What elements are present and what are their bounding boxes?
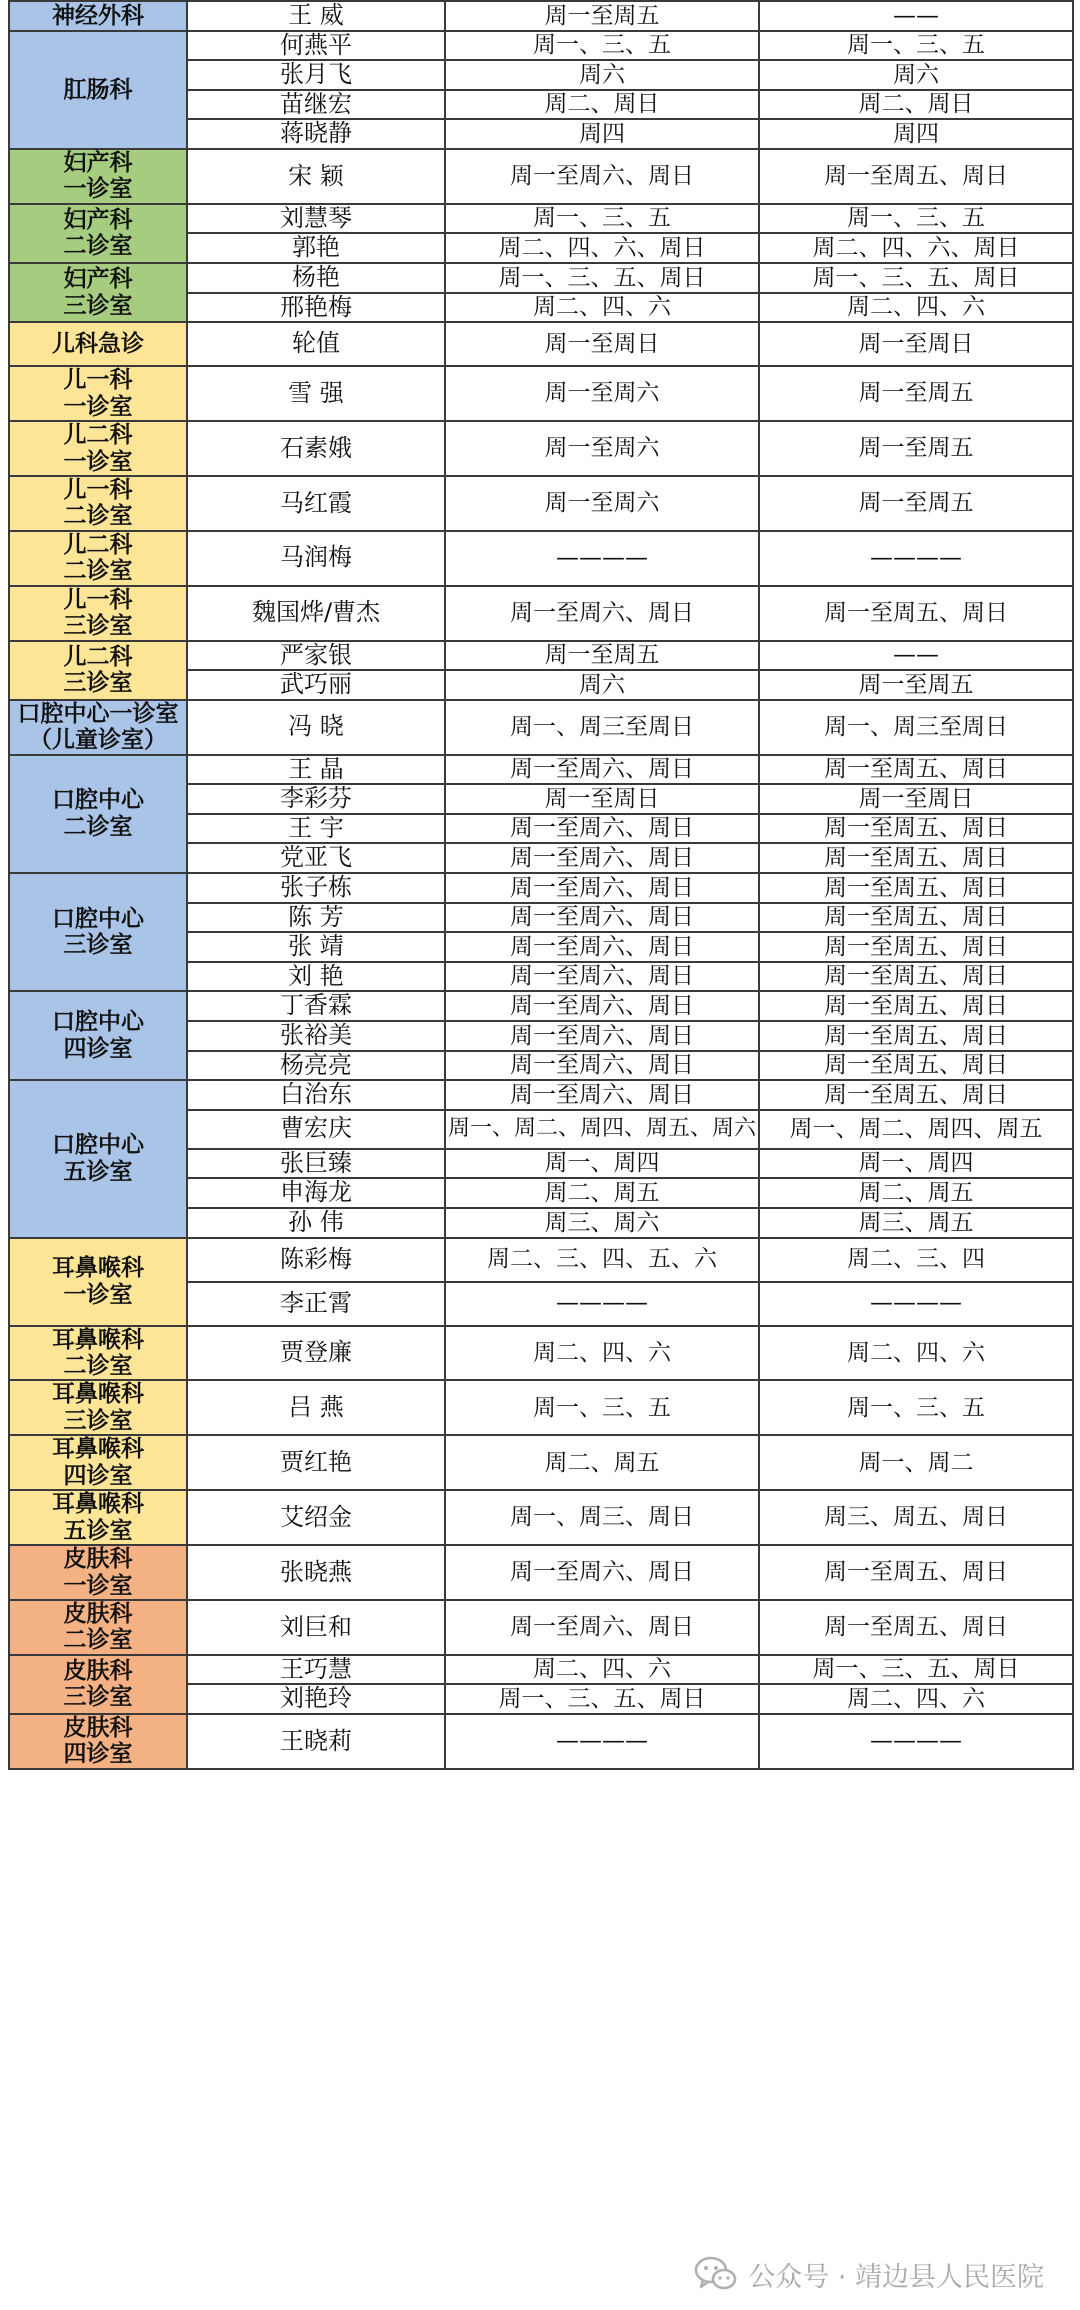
department-label: 口腔中心 (52, 905, 144, 932)
schedule-cell-b: 周一至周五、周日 (759, 1600, 1073, 1655)
doctor-name-cell: 李正霄 (187, 1282, 445, 1326)
schedule-cell-b: 周一、周二 (759, 1435, 1073, 1490)
department-label: 耳鼻喉科 (52, 1381, 144, 1408)
schedule-cell-b: 周一、周二、周四、周五 (759, 1110, 1073, 1149)
schedule-cell-a: 周一至周六、周日 (445, 873, 759, 903)
schedule-cell-a: 周二、周日 (445, 90, 759, 120)
schedule-cell-a: 周一至周五 (445, 641, 759, 671)
schedule-cell-a: ———— (445, 531, 759, 586)
department-label: 皮肤科 (63, 1715, 133, 1741)
doctor-name-cell: 陈彩梅 (187, 1238, 445, 1282)
department-label: 一诊室 (63, 1281, 133, 1308)
schedule-cell-a: 周一至周五 (445, 1, 759, 31)
schedule-cell-b: 周六 (759, 60, 1073, 90)
department-label: 儿二科 (63, 422, 133, 449)
doctor-name-cell: 孙 伟 (187, 1208, 445, 1238)
department-cell (9, 586, 187, 641)
doctor-name-cell: 刘 艳 (187, 962, 445, 992)
schedule-cell-b: 周二、四、六、周日 (759, 233, 1073, 263)
doctor-name-cell: 曹宏庆 (187, 1110, 445, 1149)
doctor-name-cell: 陈 芳 (187, 903, 445, 933)
schedule-cell-b: 周一、周四 (759, 1149, 1073, 1179)
department-label: 三诊室 (63, 1684, 133, 1711)
department-cell (9, 322, 187, 366)
doctor-name-cell: 魏国烨/曹杰 (187, 586, 445, 641)
schedule-cell-a: 周一至周六、周日 (445, 1051, 759, 1081)
schedule-cell-a: 周一、三、五、周日 (445, 1684, 759, 1714)
schedule-cell-a: 周一至周六、周日 (445, 903, 759, 933)
department-cell (9, 1380, 187, 1435)
doctor-name-cell: 武巧丽 (187, 670, 445, 700)
department-label: 肛肠科 (63, 76, 133, 103)
doctor-name-cell: 白治东 (187, 1080, 445, 1110)
schedule-cell-a: 周一至周六、周日 (445, 991, 759, 1021)
schedule-cell-a: 周一至周六、周日 (445, 932, 759, 962)
table-row (9, 586, 1073, 641)
department-label: 二诊室 (63, 503, 133, 530)
department-label: 妇产科 (63, 266, 133, 293)
watermark-text: 公众号 · 靖边县人民医院 (748, 2261, 1044, 2293)
table-row (9, 322, 1073, 366)
doctor-name-cell: 吕 燕 (187, 1380, 445, 1435)
department-label: 四诊室 (63, 1741, 133, 1768)
table-row (9, 421, 1073, 476)
schedule-cell-b: 周一至周五、周日 (759, 755, 1073, 785)
schedule-cell-a: 周一至周六、周日 (445, 1021, 759, 1051)
schedule-cell-a: 周一至周六 (445, 421, 759, 476)
schedule-cell-b: 周一至周五、周日 (759, 1051, 1073, 1081)
department-label: 儿一科 (63, 476, 133, 503)
schedule-cell-b: 周二、周日 (759, 90, 1073, 120)
schedule-cell-a: 周二、三、四、五、六 (445, 1238, 759, 1282)
doctor-name-cell: 刘巨和 (187, 1600, 445, 1655)
table-row (9, 641, 1073, 671)
department-label: 口腔中心 (52, 1132, 144, 1159)
schedule-cell-b: ———— (759, 531, 1073, 586)
doctor-name-cell: 王 宇 (187, 814, 445, 844)
doctor-name-cell: 石素娥 (187, 421, 445, 476)
doctor-name-cell: 张月飞 (187, 60, 445, 90)
doctor-name-cell: 杨艳 (187, 263, 445, 293)
schedule-cell-b: 周一、三、五 (759, 1380, 1073, 1435)
department-label: 三诊室 (63, 670, 133, 697)
schedule-cell-a: ———— (445, 1714, 759, 1769)
doctor-name-cell: 冯 晓 (187, 700, 445, 755)
department-label: 儿科急诊 (52, 331, 144, 357)
wechat-icon (694, 2255, 738, 2293)
schedule-cell-b: 周一至周五、周日 (759, 814, 1073, 844)
schedule-cell-b: 周一至周五、周日 (759, 843, 1073, 873)
schedule-cell-a: 周二、周五 (445, 1178, 759, 1208)
schedule-cell-b: 周三、周五、周日 (759, 1490, 1073, 1545)
department-label: 二诊室 (63, 813, 133, 840)
doctor-name-cell: 党亚飞 (187, 843, 445, 873)
department-label: 五诊室 (63, 1517, 133, 1544)
department-label: 妇产科 (63, 207, 133, 233)
department-label: 三诊室 (63, 932, 133, 959)
department-label: 妇产科 (63, 149, 133, 176)
doctor-name-cell: 雪 强 (187, 366, 445, 421)
schedule-cell-b: 周一至周日 (759, 322, 1073, 366)
department-cell (9, 263, 187, 322)
clinic-schedule-table (8, 0, 1074, 1770)
schedule-cell-a: 周一至周六、周日 (445, 814, 759, 844)
schedule-cell-b: 周一至周五、周日 (759, 932, 1073, 962)
schedule-cell-a: 周一、三、五 (445, 1380, 759, 1435)
doctor-name-cell: 马红霞 (187, 476, 445, 531)
department-cell (9, 1238, 187, 1326)
department-label: 儿二科 (63, 643, 133, 670)
schedule-cell-a: 周一、周三、周日 (445, 1490, 759, 1545)
department-label: 皮肤科 (63, 1546, 133, 1573)
table-row (9, 1545, 1073, 1600)
doctor-name-cell: 宋 颖 (187, 149, 445, 204)
doctor-name-cell: 张子栋 (187, 873, 445, 903)
doctor-name-cell: 申海龙 (187, 1178, 445, 1208)
schedule-cell-a: 周六 (445, 670, 759, 700)
schedule-cell-a: 周二、四、六 (445, 1326, 759, 1381)
table-row (9, 366, 1073, 421)
doctor-name-cell: 王 威 (187, 1, 445, 31)
schedule-cell-b: 周二、三、四 (759, 1238, 1073, 1282)
department-label: 一诊室 (63, 393, 133, 420)
table-row (9, 700, 1073, 755)
schedule-cell-a: 周四 (445, 119, 759, 149)
doctor-name-cell: 贾登廉 (187, 1326, 445, 1381)
department-cell (9, 1600, 187, 1655)
schedule-cell-b: 周一至周五、周日 (759, 1080, 1073, 1110)
schedule-cell-a: 周二、四、六 (445, 1655, 759, 1685)
department-cell (9, 366, 187, 421)
doctor-name-cell: 王 晶 (187, 755, 445, 785)
department-label: 三诊室 (63, 1407, 133, 1434)
schedule-cell-b: 周一至周五 (759, 670, 1073, 700)
department-label: 一诊室 (63, 176, 133, 203)
schedule-cell-b: 周二、周五 (759, 1178, 1073, 1208)
schedule-cell-b: 周二、四、六 (759, 1684, 1073, 1714)
department-cell (9, 204, 187, 263)
schedule-cell-b: 周一至周五、周日 (759, 873, 1073, 903)
table-row (9, 991, 1073, 1021)
table-row (9, 476, 1073, 531)
department-label: 一诊室 (63, 448, 133, 475)
table-row (9, 1600, 1073, 1655)
schedule-cell-b: 周一、三、五 (759, 204, 1073, 234)
department-label: 耳鼻喉科 (52, 1436, 144, 1463)
department-label: 四诊室 (63, 1462, 133, 1489)
schedule-cell-b: 周三、周五 (759, 1208, 1073, 1238)
department-cell (9, 1080, 187, 1237)
department-cell (9, 991, 187, 1080)
schedule-cell-b: 周一至周五、周日 (759, 962, 1073, 992)
schedule-cell-a: 周一、三、五 (445, 204, 759, 234)
table-row (9, 149, 1073, 204)
doctor-name-cell: 丁香霖 (187, 991, 445, 1021)
doctor-name-cell: 王巧慧 (187, 1655, 445, 1685)
doctor-name-cell: 张巨臻 (187, 1149, 445, 1179)
schedule-cell-a: 周一、周四 (445, 1149, 759, 1179)
department-label: 神经外科 (52, 2, 144, 29)
schedule-cell-a: 周一至周六 (445, 366, 759, 421)
table-row (9, 1714, 1073, 1769)
department-label: 耳鼻喉科 (52, 1326, 144, 1353)
table-row (9, 1380, 1073, 1435)
department-label: 儿二科 (63, 531, 133, 558)
schedule-cell-b: —— (759, 641, 1073, 671)
department-label: 皮肤科 (63, 1657, 133, 1684)
table-row (9, 1655, 1073, 1685)
department-cell (9, 873, 187, 991)
schedule-cell-b: 周一、三、五、周日 (759, 1655, 1073, 1685)
department-label: 三诊室 (63, 292, 133, 319)
department-cell (9, 531, 187, 586)
schedule-cell-a: 周一至周六、周日 (445, 962, 759, 992)
doctor-name-cell: 苗继宏 (187, 90, 445, 120)
schedule-cell-a: 周一至周六、周日 (445, 149, 759, 204)
doctor-name-cell: 艾绍金 (187, 1490, 445, 1545)
table-row (9, 1080, 1073, 1110)
doctor-name-cell: 马润梅 (187, 531, 445, 586)
schedule-cell-b: 周一至周五、周日 (759, 149, 1073, 204)
watermark (694, 2252, 1044, 2296)
department-cell (9, 31, 187, 149)
schedule-cell-a: 周一至周六、周日 (445, 1600, 759, 1655)
table-row (9, 1238, 1073, 1282)
department-cell (9, 421, 187, 476)
schedule-cell-a: 周一至周日 (445, 784, 759, 814)
schedule-cell-b: 周一、三、五 (759, 31, 1073, 61)
department-label: 口腔中心 (52, 1009, 144, 1036)
table-row (9, 1435, 1073, 1490)
schedule-cell-b: 周一至周五、周日 (759, 991, 1073, 1021)
department-label: 儿一科 (63, 586, 133, 613)
department-cell (9, 1714, 187, 1769)
department-cell (9, 1545, 187, 1600)
schedule-cell-b: 周一至周五、周日 (759, 903, 1073, 933)
department-cell (9, 476, 187, 531)
department-label: 五诊室 (63, 1158, 133, 1185)
table-row (9, 31, 1073, 61)
schedule-cell-b: —— (759, 1, 1073, 31)
schedule-cell-a: 周三、周六 (445, 1208, 759, 1238)
department-label: 儿一科 (63, 367, 133, 394)
department-cell (9, 149, 187, 204)
doctor-name-cell: 蒋晓静 (187, 119, 445, 149)
schedule-cell-a: 周一至周六 (445, 476, 759, 531)
department-label: 一诊室 (63, 1572, 133, 1599)
schedule-cell-b: 周一、三、五、周日 (759, 263, 1073, 293)
department-cell (9, 1, 187, 31)
schedule-cell-b: 周一至周五 (759, 421, 1073, 476)
table-row (9, 755, 1073, 785)
doctor-name-cell: 严家银 (187, 641, 445, 671)
department-cell (9, 1490, 187, 1545)
schedule-cell-a: 周一至周六、周日 (445, 1545, 759, 1600)
table-row (9, 263, 1073, 293)
table-row (9, 204, 1073, 234)
schedule-cell-b: 周四 (759, 119, 1073, 149)
department-label: 四诊室 (63, 1035, 133, 1062)
doctor-name-cell: 邢艳梅 (187, 293, 445, 323)
department-cell (9, 641, 187, 700)
schedule-cell-a: ———— (445, 1282, 759, 1326)
department-label: 三诊室 (63, 613, 133, 640)
table-row (9, 531, 1073, 586)
doctor-name-cell: 李彩芬 (187, 784, 445, 814)
department-label: 耳鼻喉科 (52, 1491, 144, 1518)
schedule-cell-a: 周一至周六、周日 (445, 755, 759, 785)
schedule-cell-b: ———— (759, 1282, 1073, 1326)
schedule-cell-b: 周一、周三至周日 (759, 700, 1073, 755)
doctor-name-cell: 郭艳 (187, 233, 445, 263)
department-label: 耳鼻喉科 (52, 1255, 144, 1282)
table-row (9, 1, 1073, 31)
schedule-cell-a: 周二、四、六 (445, 293, 759, 323)
schedule-cell-b: ———— (759, 1714, 1073, 1769)
schedule-cell-a: 周一至周六、周日 (445, 1080, 759, 1110)
department-label: 口腔中心一诊室 (17, 700, 179, 727)
schedule-cell-b: 周一至周五 (759, 366, 1073, 421)
department-cell (9, 1655, 187, 1714)
schedule-cell-b: 周一至周日 (759, 784, 1073, 814)
doctor-name-cell: 轮值 (187, 322, 445, 366)
schedule-cell-a: 周六 (445, 60, 759, 90)
table-row (9, 1490, 1073, 1545)
department-label: 二诊室 (63, 558, 133, 585)
table-row (9, 873, 1073, 903)
schedule-cell-a: 周一、周三至周日 (445, 700, 759, 755)
schedule-cell-a: 周二、周五 (445, 1435, 759, 1490)
doctor-name-cell: 刘艳玲 (187, 1684, 445, 1714)
department-cell (9, 700, 187, 755)
schedule-cell-b: 周一至周五 (759, 476, 1073, 531)
schedule-cell-a: 周一、三、五 (445, 31, 759, 61)
schedule-cell-a: 周一至周六、周日 (445, 586, 759, 641)
doctor-name-cell: 刘慧琴 (187, 204, 445, 234)
schedule-cell-a: 周一至周日 (445, 322, 759, 366)
schedule-cell-a: 周一、三、五、周日 (445, 263, 759, 293)
schedule-cell-b: 周一至周五、周日 (759, 1021, 1073, 1051)
department-cell (9, 1435, 187, 1490)
schedule-cell-a: 周一、周二、周四、周五、周六 (445, 1110, 759, 1149)
schedule-cell-b: 周一至周五、周日 (759, 586, 1073, 641)
department-label: 二诊室 (63, 1627, 133, 1654)
doctor-name-cell: 张 靖 (187, 932, 445, 962)
doctor-name-cell: 张晓燕 (187, 1545, 445, 1600)
department-label: 皮肤科 (63, 1600, 133, 1627)
schedule-cell-b: 周二、四、六 (759, 293, 1073, 323)
table-row (9, 1326, 1073, 1381)
department-label: 二诊室 (63, 1353, 133, 1379)
department-label: 口腔中心 (52, 787, 144, 814)
schedule-cell-b: 周二、四、六 (759, 1326, 1073, 1381)
doctor-name-cell: 王晓莉 (187, 1714, 445, 1769)
schedule-cell-a: 周二、四、六、周日 (445, 233, 759, 263)
doctor-name-cell: 贾红艳 (187, 1435, 445, 1490)
doctor-name-cell: 何燕平 (187, 31, 445, 61)
schedule-cell-b: 周一至周五、周日 (759, 1545, 1073, 1600)
department-label: 二诊室 (63, 233, 133, 260)
department-cell (9, 1326, 187, 1381)
doctor-name-cell: 张裕美 (187, 1021, 445, 1051)
doctor-name-cell: 杨亮亮 (187, 1051, 445, 1081)
schedule-cell-a: 周一至周六、周日 (445, 843, 759, 873)
schedule-body (9, 1, 1073, 1769)
department-label: （儿童诊室） (29, 727, 167, 754)
department-cell (9, 755, 187, 873)
